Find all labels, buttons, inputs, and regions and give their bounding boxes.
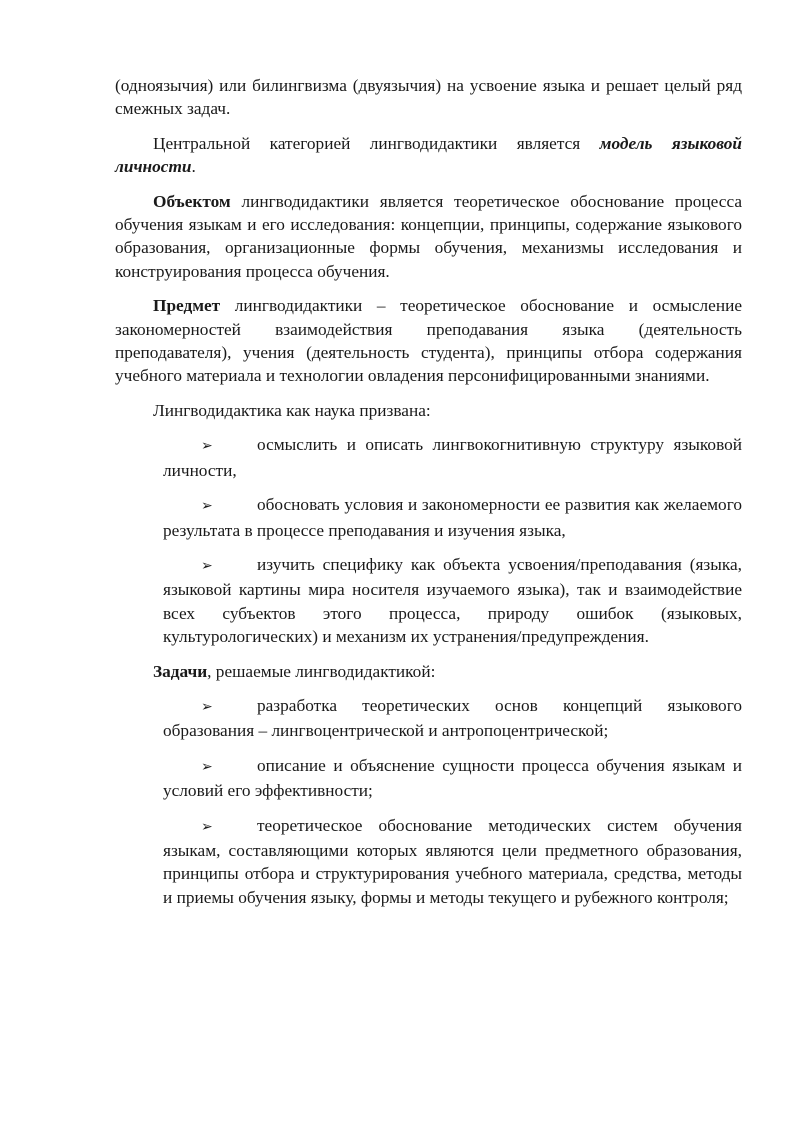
list-item-text: теоретическое обоснование методических систем обучения языкам, составляющими которых являются цели предметного образования, принципы отбора и структурирования учебного материала, средства, методы и приемы обучения языку, формы и методы текущего и рубежного контроля; xyxy=(163,815,742,907)
paragraph-mission-intro xyxy=(115,399,742,422)
list-item xyxy=(163,754,742,803)
list-item-text: осмыслить и описать лингвокогнитивную структуру языковой личности, xyxy=(163,435,742,480)
paragraph-text: лингводидактики – теоретическое обоснование и осмысление закономерностей взаимодействия преподавания языка (деятельность преподавателя), учения (деятельность студента), принципы отбора содержания учебного материала и технологии овладения персонифицированными знаниями. xyxy=(115,296,742,386)
paragraph-text: (одноязычия) или билингвизма (двуязычия) на усвоение языка и решает целый ряд смежных задач. xyxy=(115,76,742,119)
bold-term: Задачи xyxy=(153,661,208,681)
mission-list xyxy=(115,433,742,648)
paragraph-continuation xyxy=(115,74,742,121)
list-item-text: описание и объяснение сущности процесса обучения языкам и условий его эффективности; xyxy=(163,755,742,801)
list-item-text: обосновать условия и закономерности ее развития как желаемого результата в процессе преподавания и изучения языка, xyxy=(163,495,742,540)
document-page xyxy=(115,74,742,920)
arrow-bullet-icon: ➢ xyxy=(201,438,213,455)
paragraph-text: , решаемые лингводидактикой: xyxy=(207,661,436,681)
paragraph-central-category xyxy=(115,132,742,179)
bold-term: Объектом xyxy=(153,191,231,211)
paragraph-text: лингводидактики является теоретическое обоснование процесса обучения языкам и его исследования: концепции, принципы, содержание языкового образования, организационные формы обучения, механизмы исследования и конструирования процесса обучения. xyxy=(115,191,742,281)
tasks-list xyxy=(115,694,742,909)
paragraph-text: Лингводидактика как наука призвана: xyxy=(153,400,431,420)
list-item-text: изучить специфику как объекта усвоения/преподавания (языка, языковой картины мира носителя изучаемого языка), так и взаимодействие всех субъектов этого процесса, природу ошибок (языковых, культурологических) и механизм их устранения/предупреждения. xyxy=(163,554,742,647)
paragraph-object xyxy=(115,190,742,284)
list-item xyxy=(163,433,742,482)
arrow-bullet-icon: ➢ xyxy=(201,818,213,835)
arrow-bullet-icon: ➢ xyxy=(201,557,213,574)
paragraph-text: Центральной категорией лингводидактики является xyxy=(153,133,600,153)
paragraph-subject xyxy=(115,294,742,388)
list-item-text: разработка теоретических основ концепций языкового образования – лингвоцентрической и антропоцентрической; xyxy=(163,695,742,741)
paragraph-tasks-intro xyxy=(115,660,742,683)
list-item xyxy=(163,553,742,649)
list-item xyxy=(163,493,742,542)
arrow-bullet-icon: ➢ xyxy=(201,698,213,715)
paragraph-text: . xyxy=(191,157,196,177)
list-item xyxy=(163,694,742,743)
emphasis-term: модель языковой личности xyxy=(115,133,742,177)
arrow-bullet-icon: ➢ xyxy=(201,498,213,515)
bold-term: Предмет xyxy=(153,296,221,316)
list-item xyxy=(163,814,742,910)
arrow-bullet-icon: ➢ xyxy=(201,758,213,775)
